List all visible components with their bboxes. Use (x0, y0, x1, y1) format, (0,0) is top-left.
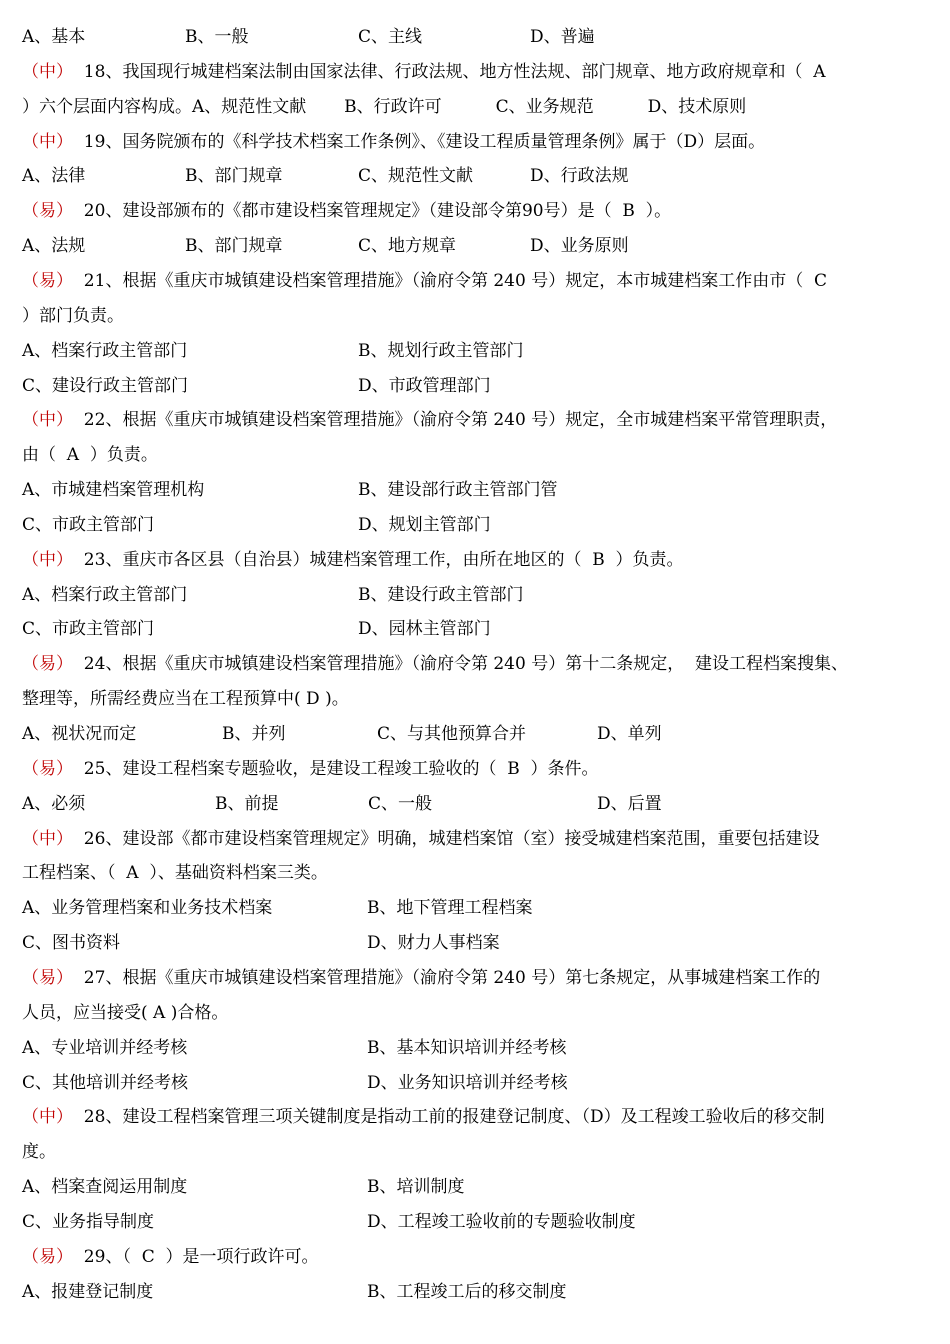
difficulty-label: （易） (22, 967, 73, 988)
answer-option: B、基本知识培训并经考核 (367, 1037, 567, 1058)
options-line (22, 582, 932, 608)
answer-option: A、档案行政主管部门 (22, 340, 188, 361)
options-line (22, 512, 932, 538)
difficulty-label: （中） (22, 410, 73, 431)
answer-option: B、规划行政主管部门 (358, 340, 524, 361)
text-line (22, 1139, 932, 1165)
continuation-text: 度。 (22, 1142, 56, 1163)
difficulty-label: （易） (22, 758, 73, 779)
options-line (22, 616, 932, 642)
options-line (22, 930, 932, 956)
question-text: 18、我国现行城建档案法制由国家法律、行政法规、地方性法规、部门规章、地方政府规章和（ A (73, 61, 826, 82)
answer-option: B、工程竣工后的移交制度 (367, 1281, 567, 1302)
text-line (22, 94, 932, 120)
answer-option: A、报建登记制度 (22, 1281, 154, 1302)
answer-option: C、其他培训并经考核 (22, 1072, 189, 1093)
difficulty-label: （中） (22, 131, 73, 152)
answer-option: C、一般 (368, 793, 433, 814)
answer-option: A、业务管理档案和业务技术档案 (22, 898, 273, 919)
question-text: 21、根据《重庆市城镇建设档案管理措施》（渝府令第 240 号）规定，本市城建档案工作由市（ C (73, 270, 828, 291)
answer-option: B、培训制度 (367, 1177, 465, 1198)
difficulty-label: （易） (22, 201, 73, 222)
question-line (22, 547, 932, 573)
answer-option: D、业务知识培训并经考核 (367, 1072, 568, 1093)
text-line (22, 303, 932, 329)
options-line (22, 895, 932, 921)
continuation-text: 整理等，所需经费应当在工程预算中( D )。 (22, 689, 349, 710)
question-text: 24、根据《重庆市城镇建设档案管理措施》（渝府令第 240 号）第十二条规定， 建设工程档案搜集、 (73, 654, 849, 675)
answer-option: B、建设部行政主管部门管 (358, 480, 558, 501)
question-line (22, 1104, 932, 1130)
question-line (22, 129, 932, 155)
question-text: 29、（ C ）是一项行政许可。 (73, 1246, 319, 1267)
options-line (22, 24, 932, 50)
options-line (22, 1174, 932, 1200)
question-text: 26、建设部《都市建设档案管理规定》明确，城建档案馆（室）接受城建档案范围，重要包括建设 (73, 828, 820, 849)
answer-option: A、必须 (22, 793, 86, 814)
answer-option: A、档案行政主管部门 (22, 584, 188, 605)
answer-option: B、建设行政主管部门 (358, 584, 524, 605)
options-line (22, 233, 932, 259)
difficulty-label: （易） (22, 270, 73, 291)
question-line (22, 965, 932, 991)
continuation-text: 由（ A ）负责。 (22, 445, 158, 466)
answer-option: C、建设行政主管部门 (22, 375, 189, 396)
question-line (22, 826, 932, 852)
answer-option: A、档案查阅运用制度 (22, 1177, 188, 1198)
answer-option: D、普遍 (530, 27, 595, 47)
question-line (22, 651, 932, 677)
question-text: 20、建设部颁布的《都市建设档案管理规定》（建设部令第90号）是（ B ）。 (73, 201, 672, 222)
continuation-text: ）部门负责。 (22, 305, 124, 326)
answer-option: A、市城建档案管理机构 (22, 480, 205, 501)
text-line (22, 442, 932, 468)
difficulty-label: （易） (22, 654, 73, 675)
answer-option: A、法律 (22, 166, 86, 187)
difficulty-label: （中） (22, 61, 73, 82)
answer-option: B、部门规章 (185, 166, 283, 187)
question-text: 23、重庆市各区县（自治县）城建档案管理工作，由所在地区的（ B ）负责。 (73, 549, 684, 570)
answer-option: B、一般 (185, 27, 249, 47)
question-line (22, 268, 932, 294)
options-line (22, 1035, 932, 1061)
answer-option: C、市政主管部门 (22, 619, 155, 640)
question-line (22, 198, 932, 224)
options-line (22, 1279, 932, 1305)
answer-option: B、并列 (222, 724, 286, 744)
answer-option: C、主线 (358, 27, 423, 47)
options-line (22, 721, 932, 747)
question-line (22, 59, 932, 85)
answer-option: D、财力人事档案 (367, 933, 500, 954)
answer-option: C、与其他预算合并 (377, 724, 527, 744)
answer-option: C、规范性文献 (358, 166, 474, 187)
question-text: 27、根据《重庆市城镇建设档案管理措施》（渝府令第 240 号）第七条规定，从事城建档案工作的 (73, 967, 821, 988)
question-text: 19、国务院颁布的《科学技术档案工作条例》、《建设工程质量管理条例》属于（D）层面。 (73, 131, 766, 152)
options-line (22, 1070, 932, 1096)
answer-option: D、市政管理部门 (358, 375, 491, 396)
question-text: 22、根据《重庆市城镇建设档案管理措施》（渝府令第 240 号）规定，全市城建档案平常管理职责， (73, 410, 838, 431)
answer-option: A、法规 (22, 236, 86, 257)
difficulty-label: （中） (22, 1107, 73, 1128)
answer-option: B、地下管理工程档案 (367, 898, 533, 919)
answer-option: A、视状况而定 (22, 724, 137, 744)
continuation-text: 工程档案、（ A ）、基础资料档案三类。 (22, 863, 328, 884)
continuation-text: ）六个层面内容构成。A、规范性文献 B、行政许可 C、业务规范 D、技术原则 (22, 96, 747, 117)
answer-option: C、业务指导制度 (22, 1211, 155, 1232)
answer-option: B、前提 (215, 793, 279, 814)
difficulty-label: （易） (22, 1246, 73, 1267)
continuation-text: 人员，应当接受( A )合格。 (22, 1002, 229, 1023)
question-text: 25、建设工程档案专题验收，是建设工程竣工验收的（ B ）条件。 (73, 758, 599, 779)
difficulty-label: （中） (22, 549, 73, 570)
text-line (22, 1000, 932, 1026)
answer-option: A、专业培训并经考核 (22, 1037, 188, 1058)
text-line (22, 860, 932, 886)
options-line (22, 338, 932, 364)
answer-option: C、市政主管部门 (22, 514, 155, 535)
answer-option: C、地方规章 (358, 236, 457, 257)
answer-option: D、规划主管部门 (358, 514, 491, 535)
answer-option: D、单列 (597, 724, 662, 744)
options-line (22, 1209, 932, 1235)
answer-option: D、行政法规 (530, 166, 629, 187)
question-line (22, 1244, 932, 1270)
options-line (22, 477, 932, 503)
question-line (22, 407, 932, 433)
answer-option: A、基本 (22, 27, 86, 47)
question-line (22, 756, 932, 782)
answer-option: C、图书资料 (22, 933, 121, 954)
answer-option: D、后置 (597, 793, 662, 814)
answer-option: D、园林主管部门 (358, 619, 491, 640)
difficulty-label: （中） (22, 828, 73, 849)
options-line (22, 791, 932, 817)
text-line (22, 686, 932, 712)
answer-option: D、工程竣工验收前的专题验收制度 (367, 1211, 636, 1232)
options-line (22, 163, 932, 189)
answer-option: B、部门规章 (185, 236, 283, 257)
answer-option: D、业务原则 (530, 236, 629, 257)
options-line (22, 373, 932, 399)
question-text: 28、建设工程档案管理三项关键制度是指动工前的报建登记制度、（D）及工程竣工验收后的移交制 (73, 1107, 825, 1128)
